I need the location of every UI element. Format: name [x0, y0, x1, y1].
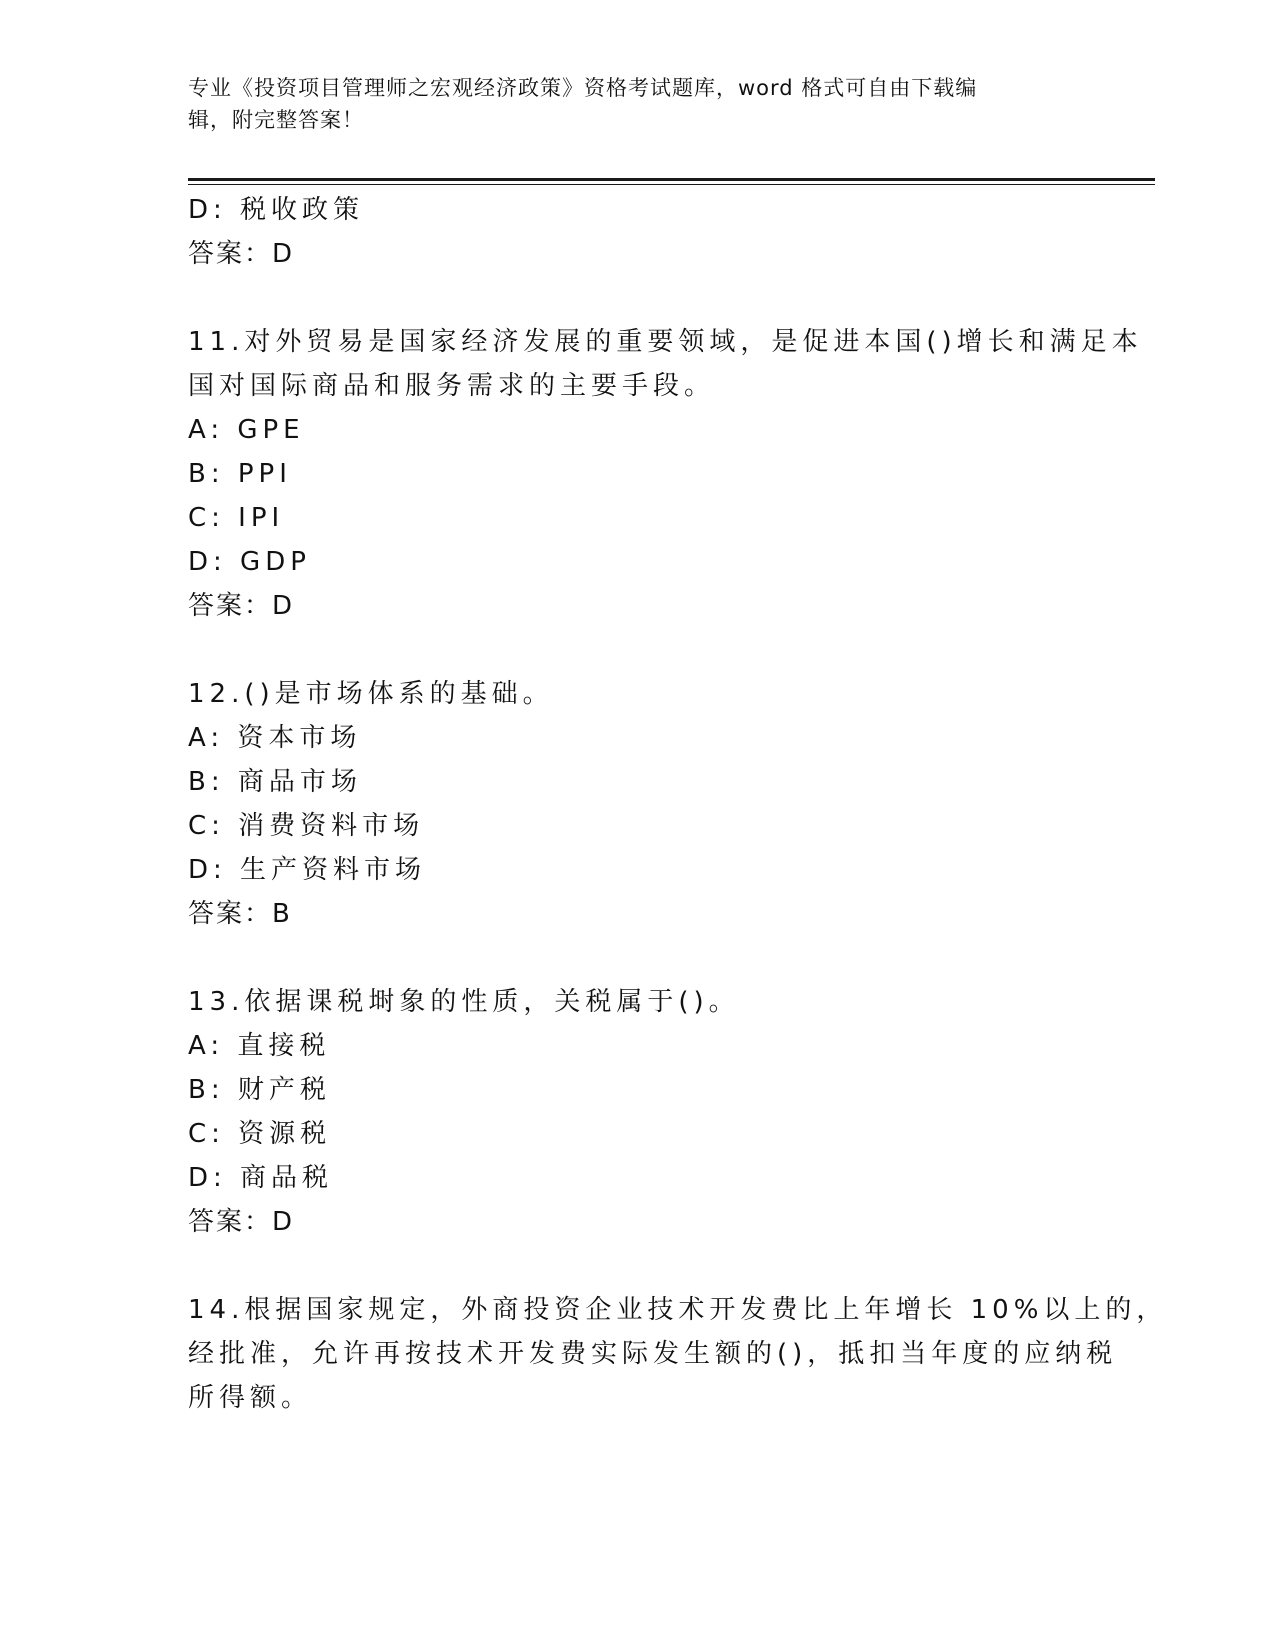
prev-option-d: D: 税收政策: [188, 195, 365, 225]
q13-option-b: B: 财产税: [188, 1075, 331, 1105]
q12-option-c: C: 消费资料市场: [188, 811, 425, 841]
q14-stem-line-2: 经批准，允许再按技术开发费实际发生额的()，抵扣当年度的应纳税: [188, 1339, 1118, 1369]
q13-option-a: A: 直接税: [188, 1031, 331, 1061]
q13-stem-line-1: 13.依据课税埘象的性质，关税属于()。: [188, 987, 740, 1017]
q14-stem-line-3: 所得额。: [188, 1383, 313, 1413]
q13-answer: 答案：D: [188, 1207, 295, 1237]
header-divider-thin: [188, 184, 1155, 185]
q11-answer: 答案：D: [188, 591, 295, 621]
header-line-2: 辑，附完整答案！: [188, 108, 364, 132]
q11-option-d: D: GDP: [188, 547, 311, 577]
q11-option-b: B: PPI: [188, 459, 292, 489]
prev-answer: 答案：D: [188, 239, 295, 269]
q12-option-d: D: 生产资料市场: [188, 855, 427, 885]
q13-option-c: C: 资源税: [188, 1119, 332, 1149]
q12-stem-line-1: 12.()是市场体系的基础。: [188, 679, 554, 709]
q13-option-d: D: 商品税: [188, 1163, 334, 1193]
q12-answer: 答案：B: [188, 899, 292, 929]
header-divider-thick: [188, 178, 1155, 181]
q11-stem-line-1: 11.对外贸易是国家经济发展的重要领域，是促进本国()增长和满足本: [188, 327, 1143, 357]
q12-option-a: A: 资本市场: [188, 723, 362, 753]
q14-stem-line-1: 14.根据国家规定，外商投资企业技术开发费比上年增长 10%以上的，: [188, 1295, 1168, 1325]
header-line-1: 专业《投资项目管理师之宏观经济政策》资格考试题库，word 格式可自由下载编: [188, 76, 978, 100]
q11-option-c: C: IPI: [188, 503, 285, 533]
document-header: [188, 72, 1088, 136]
q11-stem-line-2: 国对国际商品和服务需求的主要手段。: [188, 371, 716, 401]
q11-option-a: A: GPE: [188, 415, 305, 445]
q12-option-b: B: 商品市场: [188, 767, 362, 797]
